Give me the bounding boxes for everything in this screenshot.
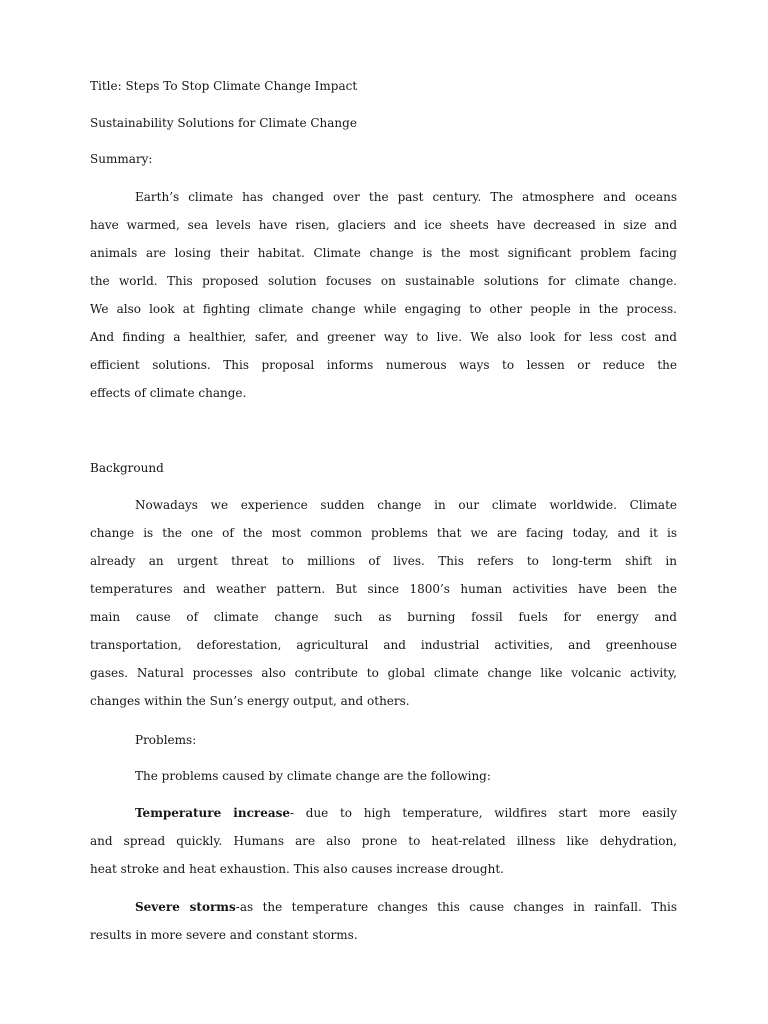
- summary-line: We also look at fighting climate change while engaging to other people in the process.: [90, 302, 677, 316]
- background-line: changes within the Sun’s energy output, and others.: [90, 694, 410, 708]
- problem-severe-storms: [90, 893, 677, 949]
- background-line: temperatures and weather pattern. But since 1800’s human activities have been the: [90, 582, 677, 596]
- summary-line: Earth’s climate has changed over the past century. The atmosphere and oceans: [135, 190, 677, 204]
- background-line: main cause of climate change such as burning fossil fuels for energy and: [90, 610, 677, 624]
- summary-line: the world. This proposed solution focuses on sustainable solutions for climate change.: [90, 274, 677, 288]
- summary-line: effects of climate change.: [90, 386, 247, 400]
- problem-temperature-increase: [90, 799, 677, 883]
- problem-term: Severe storms: [135, 900, 236, 914]
- document-title: Title: Steps To Stop Climate Change Impact: [90, 79, 358, 93]
- problem-first-line: [90, 799, 677, 827]
- problems-intro: The problems caused by climate change are the following:: [135, 769, 491, 783]
- background-line: change is the one of the most common problems that we are facing today, and it is: [90, 526, 677, 540]
- problem-term: Temperature increase: [135, 806, 291, 820]
- summary-paragraph: [90, 183, 677, 407]
- background-line: gases. Natural processes also contribute to global climate change like volcanic activity,: [90, 666, 677, 680]
- summary-line: have warmed, sea levels have risen, glaciers and ice sheets have decreased in size and: [90, 218, 677, 232]
- problem-text: -as the temperature changes this cause changes in rainfall. This: [235, 900, 677, 914]
- document-body: [90, 72, 677, 949]
- background-paragraph: [90, 491, 677, 715]
- background-line: Nowadays we experience sudden change in our climate worldwide. Climate: [135, 498, 677, 512]
- summary-line: And finding a healthier, safer, and greener way to live. We also look for less cost and: [90, 330, 677, 344]
- background-line: transportation, deforestation, agricultural and industrial activities, and greenhouse: [90, 638, 677, 652]
- background-line: already an urgent threat to millions of lives. This refers to long-term shift in: [90, 554, 677, 568]
- problem-line: and spread quickly. Humans are also prone to heat-related illness like dehydration,: [90, 834, 677, 848]
- document-subtitle: Sustainability Solutions for Climate Change: [90, 116, 357, 130]
- problem-text: - due to high temperature, wildfires start more easily: [290, 806, 678, 820]
- background-heading: Background: [90, 461, 164, 475]
- problems-heading: Problems:: [135, 733, 197, 747]
- problem-line: results in more severe and constant storms.: [90, 928, 358, 942]
- summary-heading: Summary:: [90, 152, 153, 166]
- summary-line: efficient solutions. This proposal informs numerous ways to lessen or reduce the: [90, 358, 677, 372]
- summary-line: animals are losing their habitat. Climate change is the most significant problem facing: [90, 246, 677, 260]
- problem-first-line: [90, 893, 677, 921]
- problem-line: heat stroke and heat exhaustion. This also causes increase drought.: [90, 862, 504, 876]
